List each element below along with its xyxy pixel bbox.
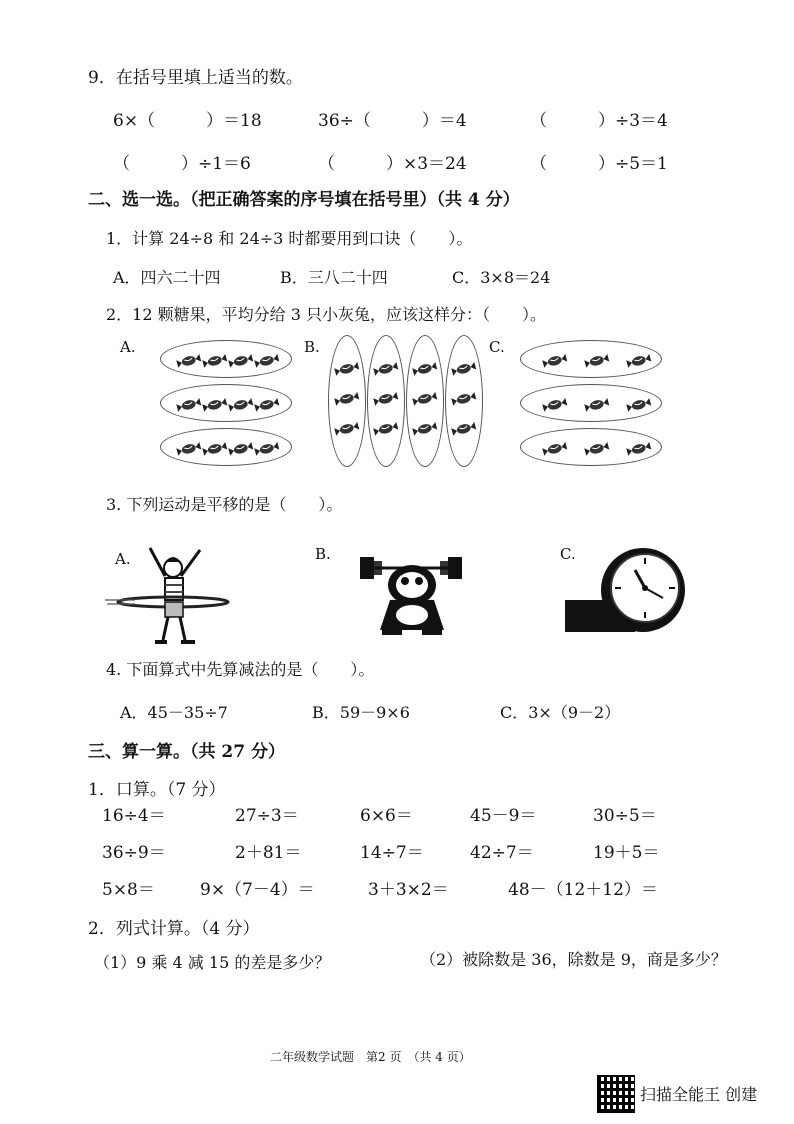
option-label-b: B. [304, 338, 320, 356]
section-title: 三、算一算。（共 27 分） [88, 742, 285, 762]
option-label-c: C. [560, 545, 576, 563]
option-a: A．四六二十四 [113, 268, 221, 287]
q9-item: 6×（ ）＝18 [113, 111, 262, 131]
oral-calc-item: 9×（7－4）＝ [200, 880, 315, 900]
oral-calc-item: 45－9＝ [470, 806, 537, 826]
oral-calc-item: 14÷7＝ [360, 843, 424, 863]
question-stem: 2．12 颗糖果，平均分给 3 只小灰兔，应该这样分：（ ）。 [106, 305, 546, 324]
oral-calc-item: 6×6＝ [360, 806, 413, 826]
written-question: （1）9 乘 4 减 15 的差是多少？ [94, 953, 331, 972]
page-footer: 二年级数学试题 第2 页 （共 4 页） [270, 1050, 471, 1064]
hula-hoop-girl-picture [105, 540, 240, 650]
q9-item: （ ）÷5＝1 [530, 154, 668, 174]
option-label-b: B. [315, 545, 331, 563]
weightlifter-picture [350, 545, 480, 640]
oral-calc-title: 1．口算。（7 分） [88, 780, 226, 800]
option-label-a: A. [120, 338, 136, 356]
option-b: B．59－9×6 [312, 703, 410, 722]
q9-item: 36÷（ ）＝4 [318, 111, 467, 131]
oral-calc-item: 30÷5＝ [593, 806, 657, 826]
oral-calc-item: 36÷9＝ [102, 843, 166, 863]
qr-code-icon [597, 1075, 635, 1113]
oral-calc-item: 16÷4＝ [102, 806, 166, 826]
q9-item: （ ）×3＝24 [318, 154, 467, 174]
option-c: C．3×8＝24 [452, 268, 551, 287]
oral-calc-item: 19＋5＝ [593, 843, 660, 863]
scanner-watermark: 扫描全能王 创建 [640, 1085, 758, 1104]
oral-calc-item: 5×8＝ [102, 880, 155, 900]
clock-picture [565, 540, 695, 635]
q9-item: （ ）÷3＝4 [530, 111, 668, 131]
option-label-c: C. [489, 338, 505, 356]
oral-calc-item: 42÷7＝ [470, 843, 534, 863]
question-stem: 4. 下面算式中先算减法的是（ ）。 [106, 660, 375, 679]
option-b: B．三八二十四 [280, 268, 388, 287]
section-title: 二、选一选。（把正确答案的序号填在括号里）（共 4 分） [88, 190, 520, 210]
option-a: A．45－35÷7 [120, 703, 228, 722]
question-stem: 1．计算 24÷8 和 24÷3 时都要用到口诀（ ）。 [106, 229, 473, 248]
written-calc-title: 2．列式计算。（4 分） [88, 919, 260, 939]
written-question: （2）被除数是 36，除数是 9，商是多少？ [420, 950, 727, 969]
oral-calc-item: 48－（12＋12）＝ [508, 880, 658, 900]
oral-calc-item: 27÷3＝ [235, 806, 299, 826]
question-stem: 3. 下列运动是平移的是（ ）。 [106, 495, 343, 514]
q9-item: （ ）÷1＝6 [113, 154, 251, 174]
option-label-a: A. [115, 550, 131, 568]
oral-calc-item: 3＋3×2＝ [368, 880, 449, 900]
q9-title: 9．在括号里填上适当的数。 [88, 68, 303, 88]
oral-calc-item: 2＋81＝ [235, 843, 302, 863]
option-c: C．3×（9－2） [500, 703, 621, 722]
